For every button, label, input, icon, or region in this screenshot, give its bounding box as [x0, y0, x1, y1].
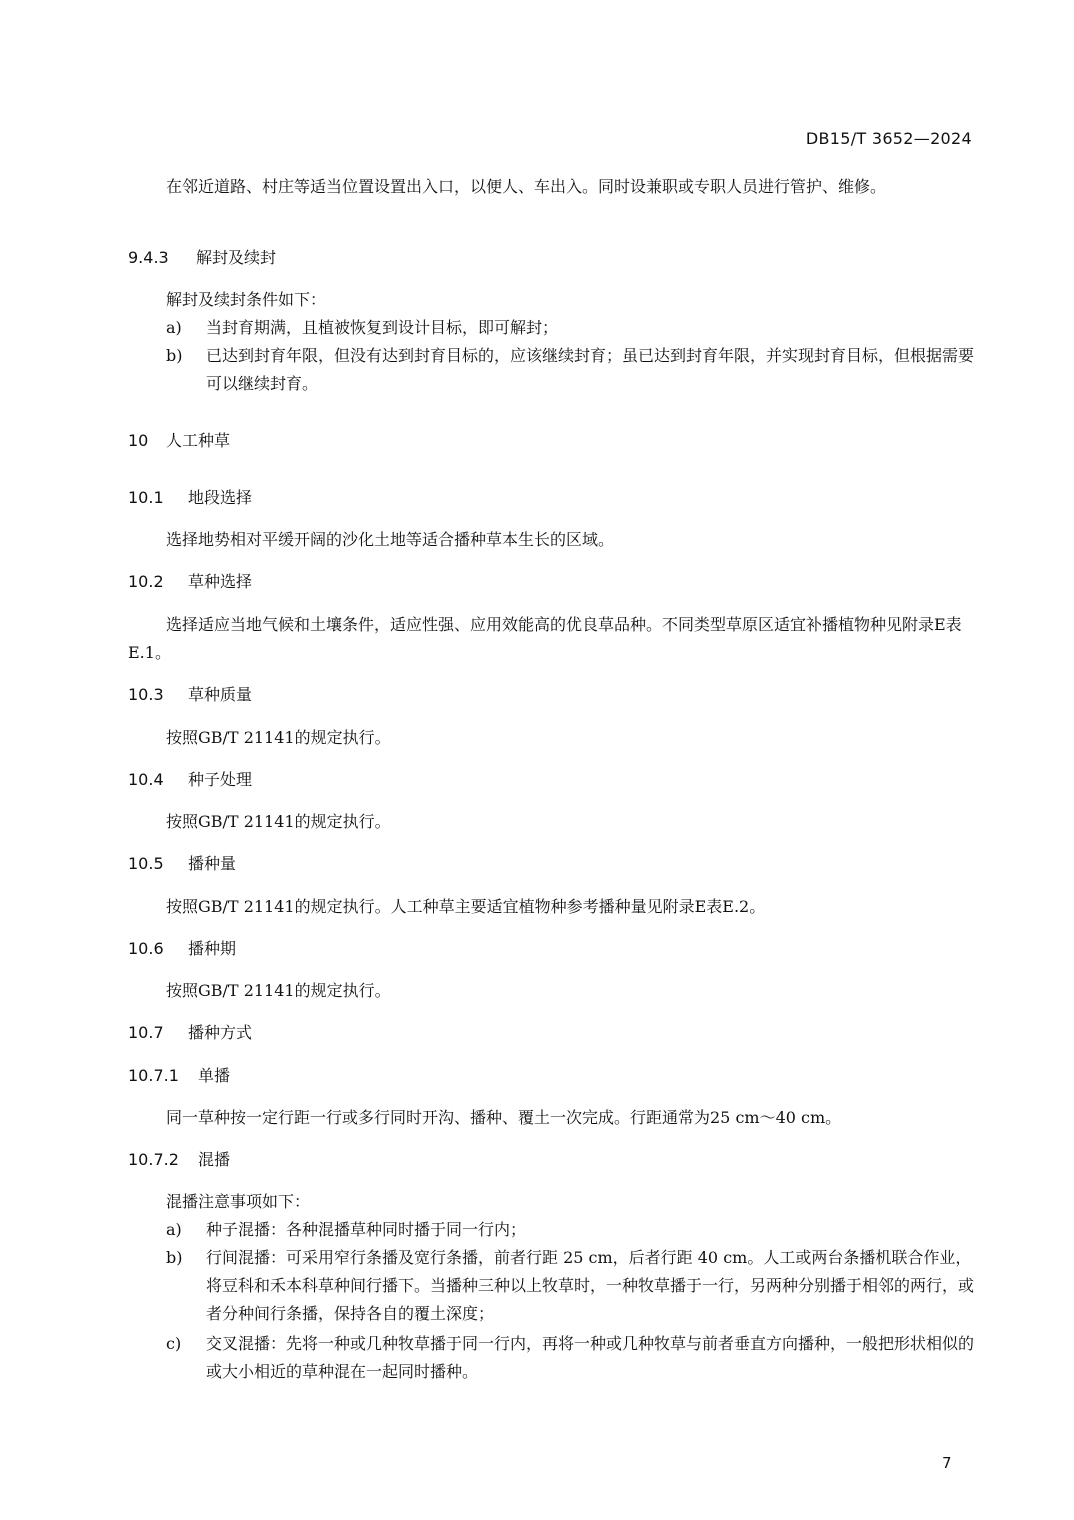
heading-10-5	[128, 850, 236, 878]
heading-9-4-3	[128, 244, 276, 272]
heading-10	[128, 427, 230, 455]
list-marker: b)	[166, 1248, 183, 1267]
heading-title: 草种选择	[188, 572, 253, 591]
heading-number: 10.1	[128, 488, 164, 507]
heading-number: 10	[128, 431, 149, 450]
list-marker: a)	[166, 318, 182, 337]
paragraph-10-4: 按照GB/T 21141的规定执行。	[166, 812, 391, 831]
list-marker: b)	[166, 346, 183, 365]
document-code-header: DB15/T 3652—2024	[805, 129, 972, 148]
heading-title: 混播	[198, 1150, 231, 1169]
list-text: 交叉混播：先将一种或几种牧草播于同一行内，再将一种或几种牧草与前者垂直方向播种，一般把形状相似的或大小相近的草种混在一起同时播种。	[206, 1334, 975, 1381]
list-marker: c)	[166, 1334, 182, 1353]
heading-number: 10.3	[128, 685, 164, 704]
paragraph-10-7-2-lead: 混播注意事项如下：	[166, 1192, 311, 1211]
list-text: 当封育期满，且植被恢复到设计目标，即可解封；	[206, 318, 559, 337]
heading-title: 单播	[198, 1066, 231, 1085]
heading-number: 10.5	[128, 854, 164, 873]
list-item-9-4-3-a	[166, 314, 974, 342]
heading-10-6	[128, 935, 236, 963]
paragraph-10-7-1: 同一草种按一定行距一行或多行同时开沟、播种、覆土一次完成。行距通常为25 cm～40 cm。	[166, 1108, 842, 1127]
heading-10-7	[128, 1019, 252, 1047]
list-text: 行间混播：可采用窄行条播及宽行条播，前者行距 25 cm，后者行距 40 cm。人工或两台条播机联合作业，将豆科和禾本科草种间行播下。当播种三种以上牧草时，一种牧草播于一行，另两种分别播于相邻的两行，或者分种间行条播，保持各自的覆土深度；	[206, 1248, 975, 1323]
paragraph-10-2: 选择适应当地气候和土壤条件，适应性强、应用效能高的优良草品种。不同类型草原区适宜补播植物种见附录E表E.1。	[128, 615, 962, 662]
heading-10-4	[128, 766, 252, 794]
paragraph-10-1: 选择地势相对平缓开阔的沙化土地等适合播种草本生长的区域。	[166, 530, 615, 549]
heading-title: 播种期	[188, 939, 237, 958]
heading-number: 10.2	[128, 572, 164, 591]
list-text: 已达到封育年限，但没有达到封育目标的，应该继续封育；虽已达到封育年限，并实现封育目标，但根据需要可以继续封育。	[206, 346, 975, 393]
paragraph-10-3: 按照GB/T 21141的规定执行。	[166, 728, 391, 747]
heading-title: 人工种草	[166, 431, 231, 450]
paragraph-10-6: 按照GB/T 21141的规定执行。	[166, 981, 391, 1000]
heading-number: 10.7.1	[128, 1066, 179, 1085]
heading-title: 地段选择	[188, 488, 253, 507]
heading-title: 种子处理	[188, 770, 253, 789]
page-number: 7	[942, 1454, 952, 1472]
list-item-10-7-2-c	[166, 1330, 974, 1386]
heading-10-2	[128, 568, 252, 596]
heading-10-7-1	[128, 1062, 230, 1090]
paragraph-9-4-3-lead: 解封及续封条件如下：	[166, 290, 327, 309]
heading-number: 10.6	[128, 939, 164, 958]
heading-number: 10.4	[128, 770, 164, 789]
list-text: 种子混播：各种混播草种同时播于同一行内；	[206, 1220, 527, 1239]
intro-paragraph: 在邻近道路、村庄等适当位置设置出入口，以便人、车出入。同时设兼职或专职人员进行管护、维修。	[166, 177, 887, 196]
paragraph-10-5: 按照GB/T 21141的规定执行。人工种草主要适宜植物种参考播种量见附录E表E.2。	[166, 897, 766, 916]
list-item-9-4-3-b	[166, 342, 974, 398]
heading-10-3	[128, 681, 252, 709]
heading-title: 播种方式	[188, 1023, 253, 1042]
heading-10-7-2	[128, 1146, 230, 1174]
list-item-10-7-2-a	[166, 1216, 974, 1244]
heading-title: 播种量	[188, 854, 237, 873]
list-item-10-7-2-b	[166, 1244, 974, 1328]
heading-number: 10.7.2	[128, 1150, 179, 1169]
heading-number: 9.4.3	[128, 248, 169, 267]
heading-10-1	[128, 484, 252, 512]
heading-number: 10.7	[128, 1023, 164, 1042]
list-marker: a)	[166, 1220, 182, 1239]
heading-title: 解封及续封	[196, 248, 277, 267]
heading-title: 草种质量	[188, 685, 253, 704]
